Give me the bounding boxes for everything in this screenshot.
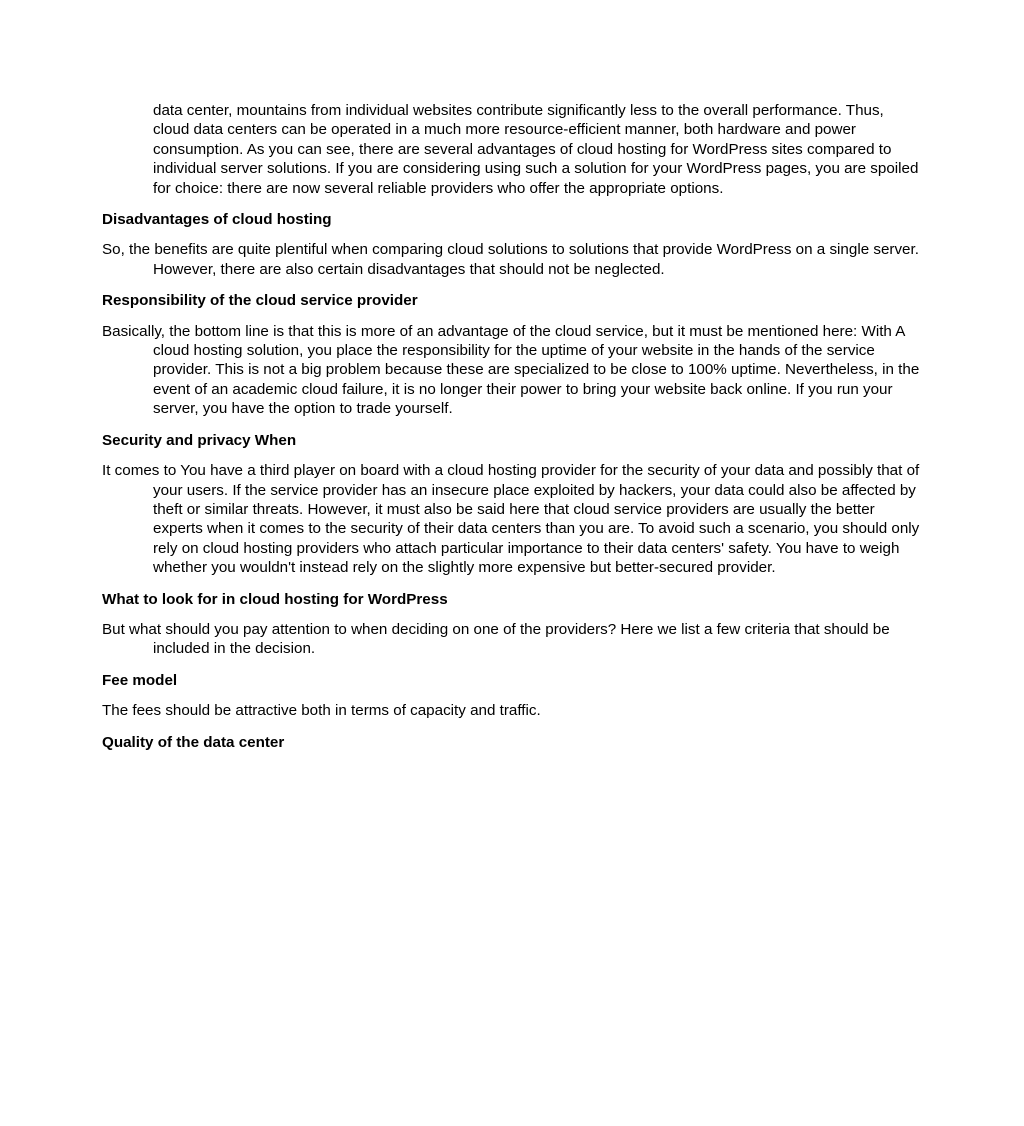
paragraph-continued: data center, mountains from individual websites contribute significantly less to the overall performance. Thus, cloud data centers can be operated in a much more resource-efficient manner, both hardware and power consumption. As you can see, there are several advantages of cloud hosting for WordPress sites compared to individual server solutions. If you are considering using such a solution for your WordPress pages, you are spoiled for choice: there are now several reliable providers who offer the appropriate options. [153,102,919,197]
section-heading-disadvantages: Disadvantages of cloud hosting [102,211,332,229]
paragraph-disadvantages: So, the benefits are quite plentiful when comparing cloud solutions to solutions that provide WordPress on a single server. However, there are also certain disadvantages that should not be neglected. [102,241,919,278]
document-page [102,101,920,763]
paragraph-fee-model: The fees should be attractive both in terms of capacity and traffic. [102,702,541,720]
section-heading-responsibility: Responsibility of the cloud service provider [102,292,418,310]
section-heading-what-to-look-for: What to look for in cloud hosting for WordPress [102,590,448,608]
paragraph-security: It comes to You have a third player on board with a cloud hosting provider for the security of your data and possibly that of your users. If the service provider has an insecure place exploited by hackers, your data could also be affected by theft or similar threats. However, it must also be said here that cloud service providers are usually the better experts when it comes to the security of their data centers than you are. To avoid such a scenario, you should only rely on cloud hosting providers who attach particular importance to their data centers' safety. You have to weigh whether you wouldn't instead rely on the slightly more expensive but better-secured provider. [102,462,920,577]
paragraph-what-to-look-for: But what should you pay attention to when deciding on one of the providers? Here we list a few criteria that should be included in the decision. [102,620,890,658]
section-heading-quality: Quality of the data center [102,733,285,751]
section-heading-security: Security and privacy When [102,431,297,449]
section-heading-fee-model: Fee model [102,671,178,689]
paragraph-responsibility: Basically, the bottom line is that this is more of an advantage of the cloud service, but it must be mentioned here: With A cloud hosting solution, you place the responsibility for the uptime of your website in the hands of the service provider. This is not a big problem because these are specialized to be close to 100% uptime. Nevertheless, in the event of an academic cloud failure, it is no longer their power to bring your website back online. If you run your server, you have the option to trade yourself. [102,322,920,418]
